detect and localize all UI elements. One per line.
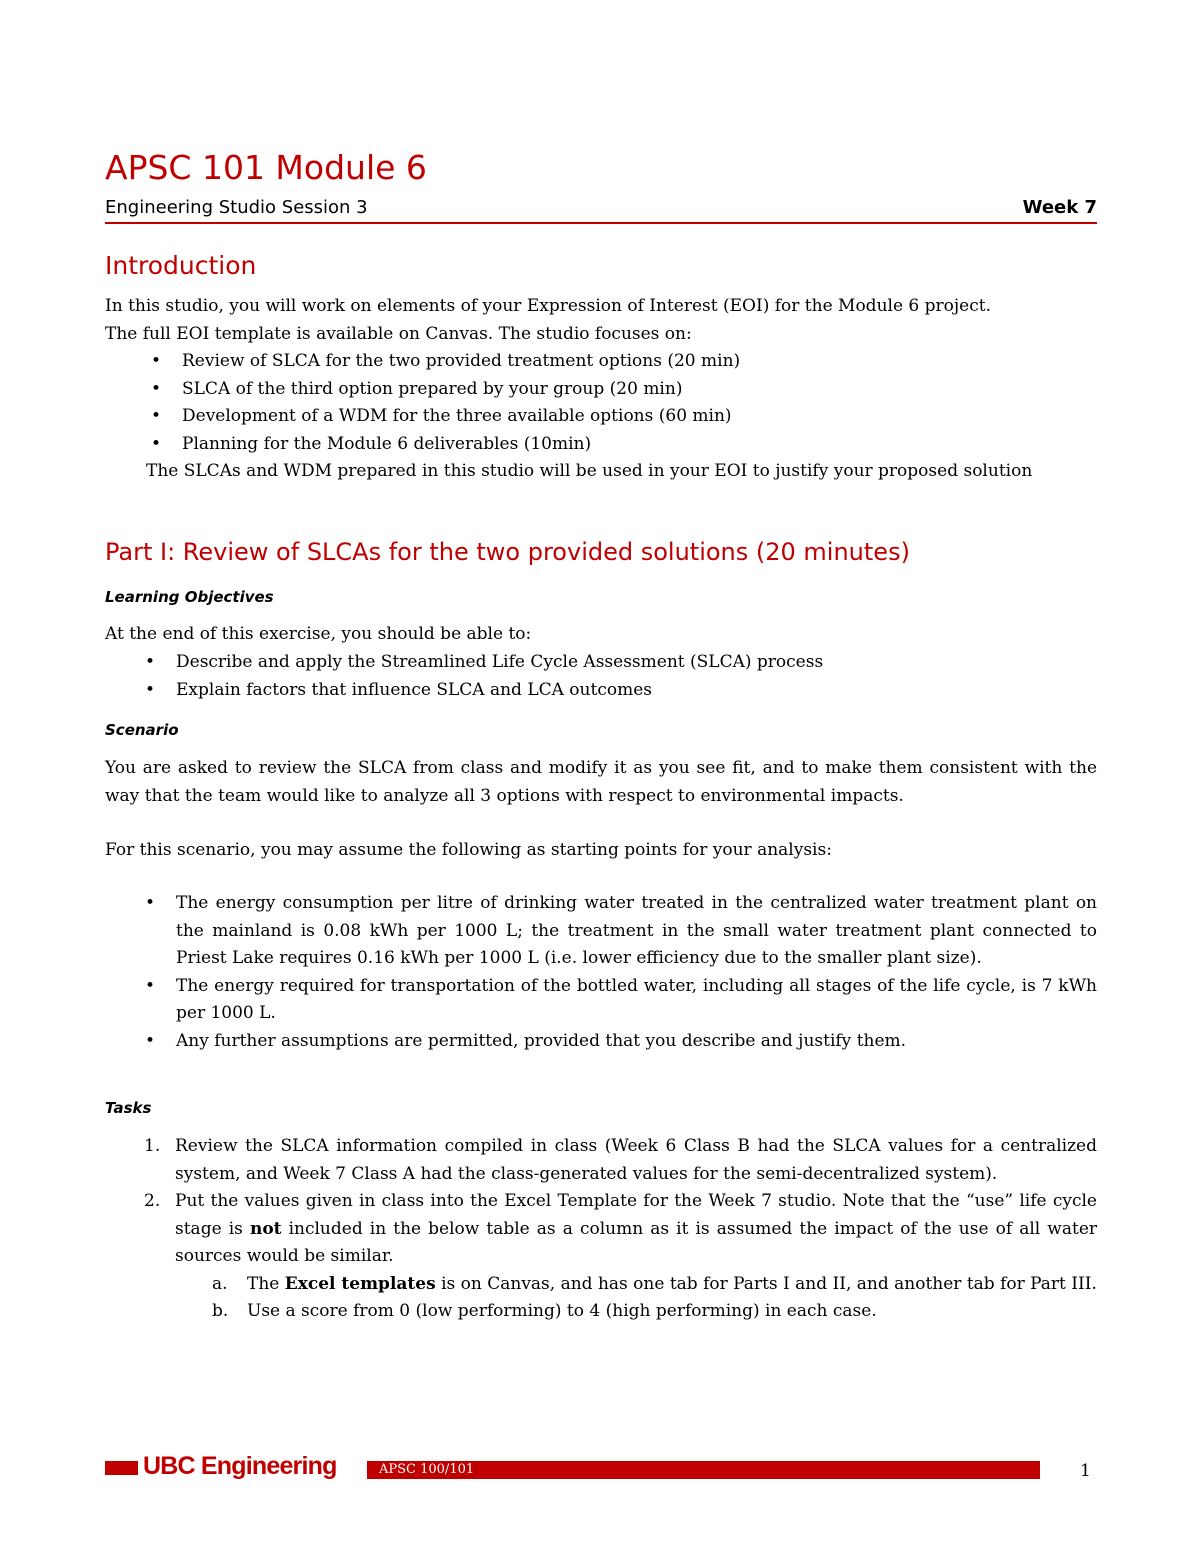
list-item bbox=[212, 1298, 1097, 1326]
footer-accent-bar bbox=[105, 1461, 138, 1475]
task-number: 1. bbox=[144, 1136, 161, 1156]
list-item: • Review of SLCA for the two provided treatment options (20 min) bbox=[182, 348, 1097, 376]
subtask-list bbox=[175, 1271, 1097, 1326]
footer-course-bar bbox=[367, 1461, 1040, 1479]
bullet-icon: • bbox=[145, 893, 156, 913]
task-text: Review the SLCA information compiled in class (Week 6 Class B had the SLCA values for a centralized system, and Week 7 Class A had the class-generated values for the semi-decentralized system). bbox=[175, 1136, 1097, 1184]
subtask-letter: a. bbox=[212, 1273, 228, 1294]
assumptions-list bbox=[145, 890, 1097, 1055]
list-item: • Any further assumptions are permitted, provided that you describe and justify them. bbox=[176, 1028, 1097, 1056]
bullet-icon: • bbox=[151, 406, 162, 426]
list-item: • The energy consumption per litre of drinking water treated in the centralized water treatment plant on the mainland is 0.08 kWh per 1000 L; the treatment in the small water treatment plant connected to Priest Lake requires 0.16 kWh per 1000 L (i.e. lower efficiency due to the smaller plant size). bbox=[176, 890, 1097, 973]
bullet-icon: • bbox=[145, 975, 156, 996]
intro-line-1: In this studio, you will work on elements of your Expression of Interest (EOI) for the Module 6 project. bbox=[105, 296, 991, 316]
bullet-icon: • bbox=[151, 433, 162, 454]
page-number: 1 bbox=[1080, 1461, 1091, 1481]
ubc-engineering-logo: UBC Engineering bbox=[143, 1452, 337, 1480]
list-item bbox=[144, 1188, 1098, 1326]
course-label: APSC 100/101 bbox=[379, 1462, 475, 1477]
scenario-label: Scenario bbox=[105, 721, 179, 739]
introduction-heading: Introduction bbox=[105, 251, 257, 280]
part-1-heading: Part I: Review of SLCAs for the two provided solutions (20 minutes) bbox=[105, 538, 910, 566]
tasks-list bbox=[144, 1133, 1098, 1326]
footer bbox=[105, 1452, 1040, 1480]
list-item: • The energy required for transportation of the bottled water, including all stages of the life cycle, is 7 kWh per 1000 L. bbox=[176, 973, 1097, 1028]
subtask-text: Use a score from 0 (low performing) to 4 (high performing) in each case. bbox=[247, 1301, 877, 1321]
learning-objectives-list bbox=[145, 649, 1097, 704]
bullet-icon: • bbox=[145, 652, 156, 672]
bullet-icon: • bbox=[151, 378, 162, 399]
task-text: Put the values given in class into the Excel Template for the Week 7 studio. Note that the “use” life cycle stage is not included in the below table as a column as it is assumed the impact of the use of all water sources would be similar. bbox=[175, 1191, 1098, 1266]
assumptions-intro: For this scenario, you may assume the following as starting points for your analysis: bbox=[105, 840, 832, 860]
task-number: 2. bbox=[144, 1191, 161, 1211]
list-item: • Development of a WDM for the three available options (60 min) bbox=[182, 403, 1097, 431]
tasks-label: Tasks bbox=[105, 1099, 152, 1117]
intro-paragraph bbox=[105, 293, 1097, 348]
bullet-icon: • bbox=[145, 679, 156, 700]
subheader bbox=[105, 196, 1097, 224]
list-item: • Explain factors that influence SLCA and LCA outcomes bbox=[176, 677, 1097, 705]
subtask-letter: b. bbox=[212, 1301, 229, 1321]
learning-objectives-label: Learning Objectives bbox=[105, 588, 274, 606]
week-label: Week 7 bbox=[1022, 197, 1097, 218]
list-item: • SLCA of the third option prepared by your group (20 min) bbox=[182, 376, 1097, 404]
list-item bbox=[212, 1271, 1097, 1299]
intro-closing: The SLCAs and WDM prepared in this studio will be used in your EOI to justify your proposed solution bbox=[146, 461, 1033, 481]
bullet-icon: • bbox=[145, 1030, 156, 1051]
scenario-text: You are asked to review the SLCA from class and modify it as you see fit, and to make them consistent with the way that the team would like to analyze all 3 options with respect to environmental impacts. bbox=[105, 758, 1097, 806]
subtask-text: The Excel templates is on Canvas, and has one tab for Parts I and II, and another tab for Part III. bbox=[247, 1273, 1097, 1294]
bullet-icon: • bbox=[151, 351, 162, 371]
list-item: • Planning for the Module 6 deliverables (10min) bbox=[182, 431, 1097, 459]
list-item: • Describe and apply the Streamlined Life Cycle Assessment (SLCA) process bbox=[176, 649, 1097, 677]
intro-bullet-list bbox=[151, 348, 1097, 458]
list-item bbox=[144, 1133, 1097, 1188]
document-title: APSC 101 Module 6 bbox=[105, 148, 427, 187]
intro-line-2: The full EOI template is available on Canvas. The studio focuses on: bbox=[105, 323, 692, 344]
learning-intro: At the end of this exercise, you should be able to: bbox=[105, 624, 532, 644]
session-label: Engineering Studio Session 3 bbox=[105, 197, 368, 218]
